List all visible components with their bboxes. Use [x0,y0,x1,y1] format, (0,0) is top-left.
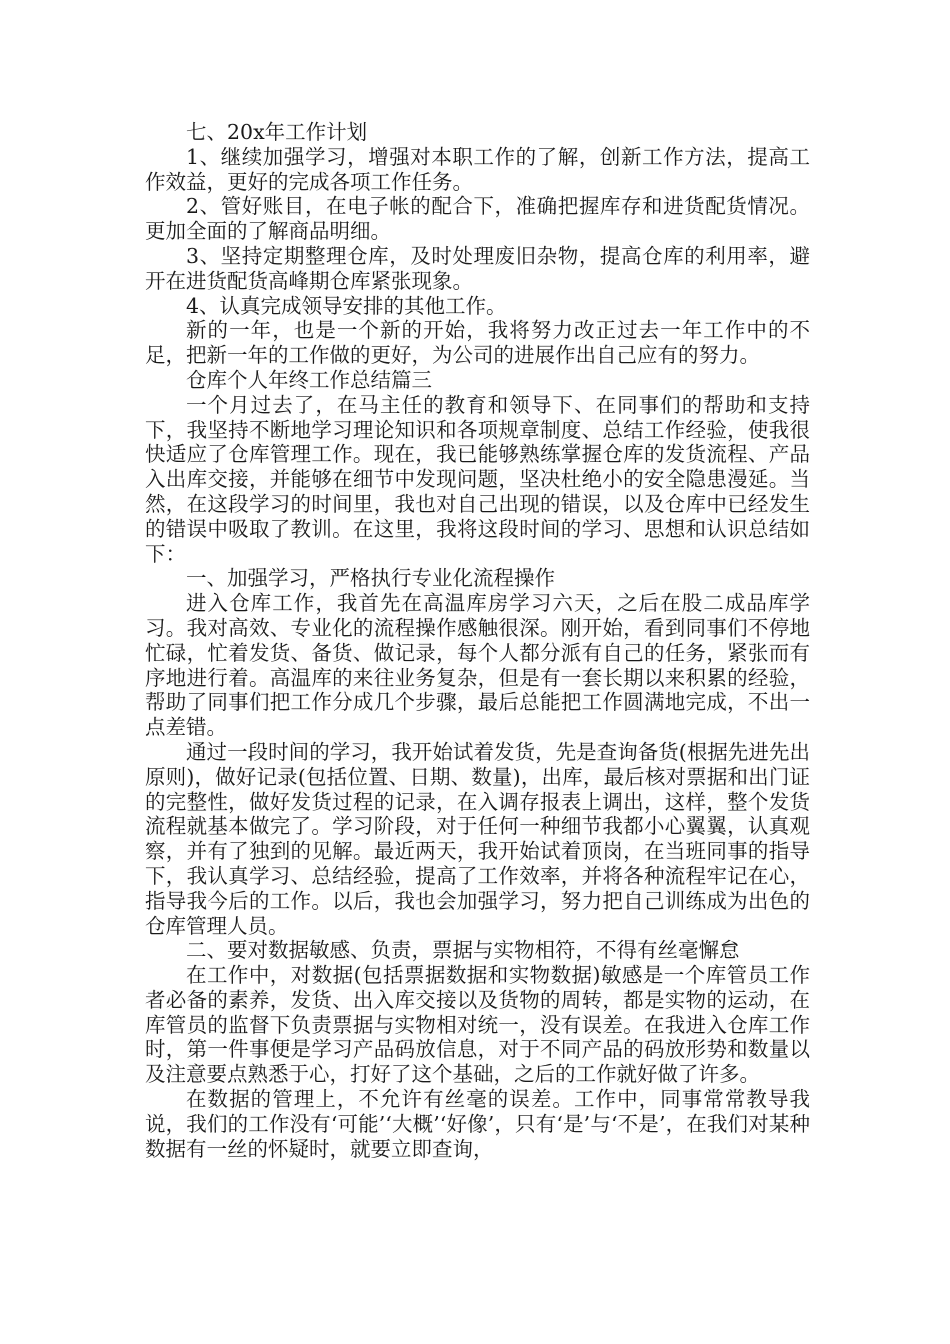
heading-work-plan: 七、20x年工作计划 [186,120,368,144]
subheading: 二、要对数据敏感、负责，票据与实物相符，不得有丝毫懈怠 [186,938,740,963]
section-title: 仓库个人年终工作总结篇三 [186,367,432,392]
paragraph: 通过一段时间的学习，我开始试着发货，先是查询备货(根据先进先出原则)，做好记录(包括位置、日期、数量)，出库，最后核对票据和出门证的完整性，做好发货过程的记录，在入调存报表上调出，这样，整个发货流程就基本做完了。学习阶段，对于任何一种细节我都小心翼翼，认真观察，并有了独到的见解。最近两天，我开始试着顶岗，在当班同事的指导下，我认真学习、总结经验，提高了工作效率，并将各种流程牢记在心，指导我今后的工作。以后，我也会加强学习，努力把自己训练成为出色的仓库管理人员。 [145,739,810,938]
paragraph: 4、认真完成领导安排的其他工作。 [186,293,507,318]
paragraph: 在工作中，对数据(包括票据数据和实物数据)敏感是一个库管员工作者必备的素养，发货、出入库交接以及货物的周转，都是实物的运动，在库管员的监督下负责票据与实物相对统一，没有误差。在我进入仓库工作时，第一件事便是学习产品码放信息，对于不同产品的码放形势和数量以及注意要点熟悉于心，打好了这个基础，之后的工作就好做了许多。 [145,963,810,1087]
paragraph: 在数据的管理上，不允许有丝毫的误差。工作中，同事常常教导我说，我们的工作没有‘可能’‘大概’‘好像’，只有‘是’与‘不是’，在我们对某种数据有一丝的怀疑时，就要立即查询， [145,1087,810,1161]
paragraph: 新的一年，也是一个新的开始，我将努力改正过去一年工作中的不足，把新一年的工作做的更好，为公司的进展作出自己应有的努力。 [145,318,810,368]
paragraph: 1、继续加强学习，增强对本职工作的了解，创新工作方法，提高工作效益，更好的完成各项工作任务。 [145,144,810,194]
paragraph: 一个月过去了，在马主任的教育和领导下、在同事们的帮助和支持下，我坚持不断地学习理论知识和各项规章制度、总结工作经验，使我很快适应了仓库管理工作。现在，我已能够熟练掌握仓库的发货流程、产品入出库交接，并能够在细节中发现问题，坚决杜绝小的安全隐患漫延。当然，在这段学习的时间里，我也对自己出现的错误，以及仓库中已经发生的错误中吸取了教训。在这里，我将这段时间的学习、思想和认识总结如下： [145,392,810,566]
subheading: 一、加强学习，严格执行专业化流程操作 [186,566,555,591]
paragraph: 2、管好账目，在电子帐的配合下，准确把握库存和进货配货情况。更加全面的了解商品明细。 [145,194,810,244]
paragraph: 3、坚持定期整理仓库，及时处理废旧杂物，提高仓库的利用率，避开在进货配货高峰期仓库紧张现象。 [145,243,810,293]
document-body [145,120,810,1161]
paragraph: 进入仓库工作，我首先在高温库房学习六天，之后在股二成品库学习。我对高效、专业化的流程操作感触很深。刚开始，看到同事们不停地忙碌，忙着发货、备货、做记录，每个人都分派有自己的任务，紧张而有序地进行着。高温库的来往业务复杂，但是有一套长期以来积累的经验，帮助了同事们把工作分成几个步骤，最后总能把工作圆满地完成，不出一点差错。 [145,591,810,740]
